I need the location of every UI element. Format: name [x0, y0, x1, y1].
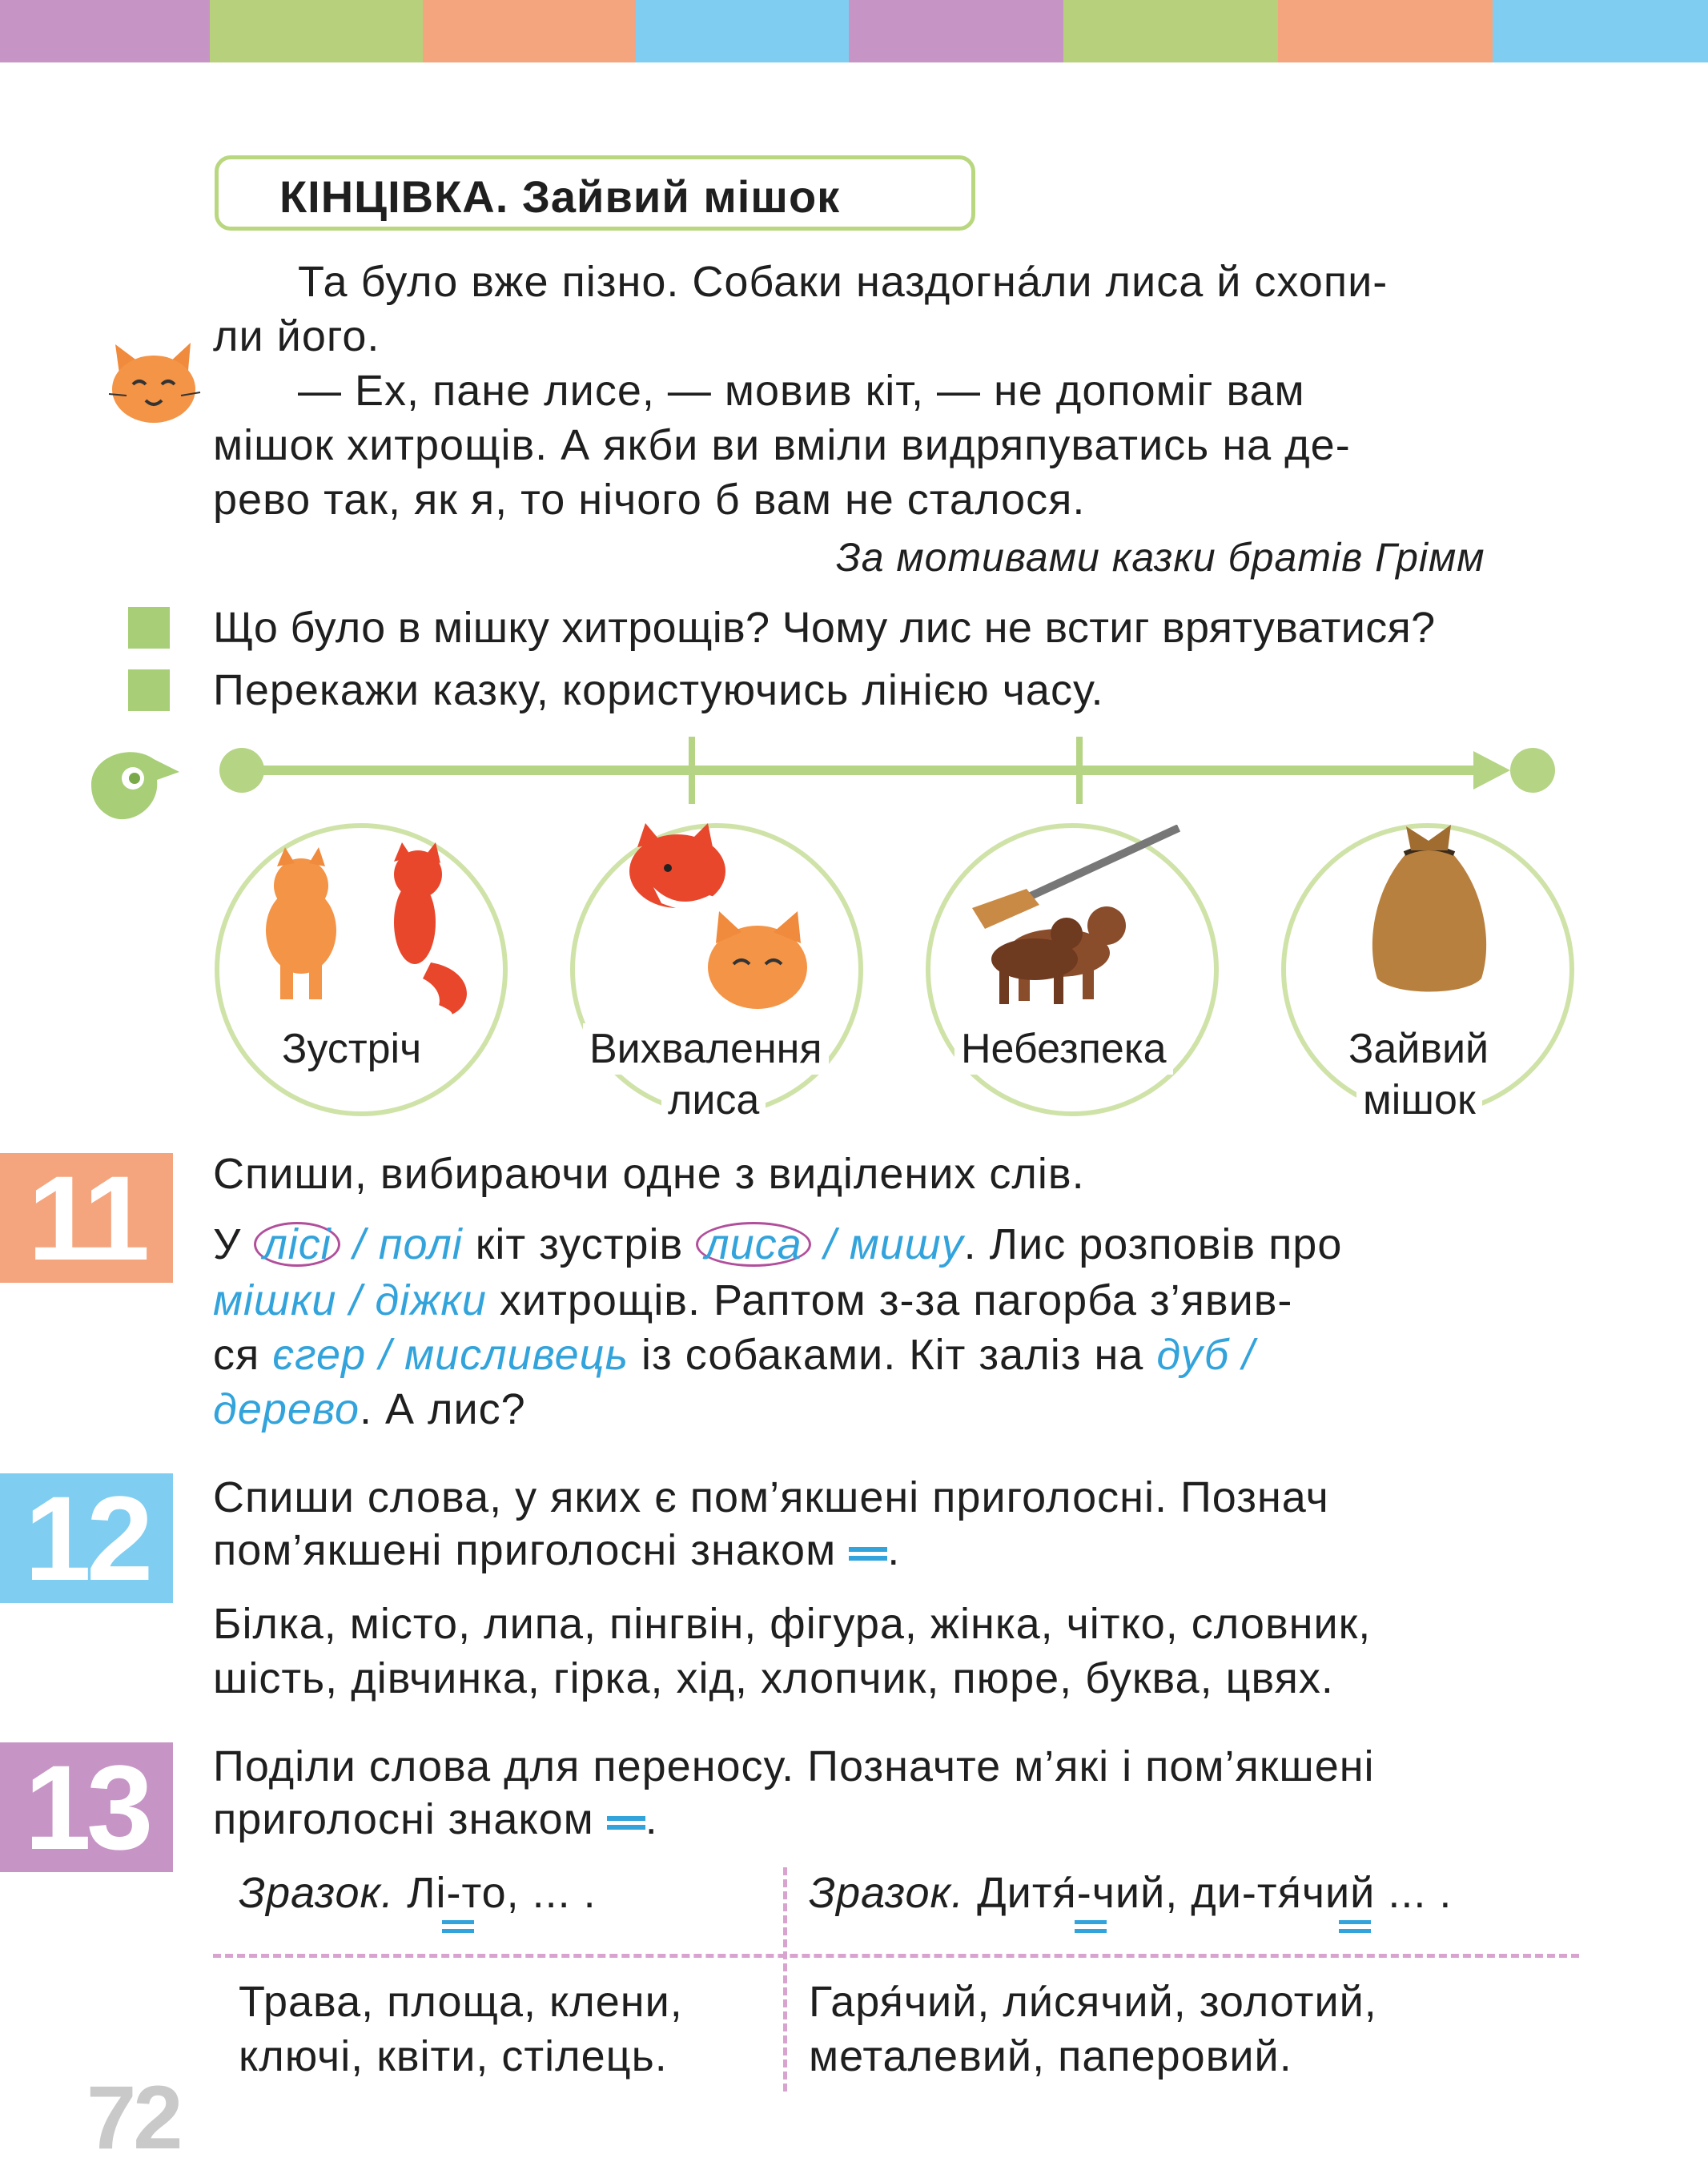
story-line-2: ли його. — [213, 312, 380, 360]
exercise-13-instruction-2 — [213, 1792, 658, 1846]
story-line-3: — Ех, пане лисе, — мовив кіт, — не допоміг вам — [298, 367, 1305, 415]
choice-mishky: мішки — [213, 1276, 337, 1324]
sack-icon — [1361, 818, 1497, 996]
story-attribution: За мотивами казки братів Грімм — [836, 535, 1485, 580]
stripe-7 — [1278, 0, 1493, 62]
choice-lisi: лісі — [254, 1222, 340, 1267]
timeline-label-3: Небезпека — [954, 1023, 1173, 1075]
sample-text: Лі-то, ... . — [407, 1869, 597, 1917]
text-segment: із собаками. Кіт заліз на — [628, 1331, 1157, 1379]
right-sample — [809, 1866, 1452, 1920]
stripe-3 — [423, 0, 636, 62]
choice-lysa: лиса — [696, 1222, 811, 1267]
bird-icon — [83, 740, 183, 830]
separator: / — [340, 1220, 379, 1268]
separator: / — [336, 1276, 376, 1324]
story-line-5: рево так, як я, то нічого б вам не сталося. — [213, 476, 1086, 524]
text-segment: хитрощів. Раптом з-за пагорба з’явив- — [486, 1276, 1293, 1324]
stripe-4 — [636, 0, 849, 62]
separator: / — [810, 1220, 850, 1268]
choice-dub: дуб — [1156, 1331, 1230, 1379]
exercise-11-line-2 — [213, 1273, 1292, 1328]
right-words-1: Гаря́чий, ли́сячий, золотий, — [809, 1978, 1377, 2026]
fox-and-cat-heads-icon — [621, 823, 830, 1015]
table-vertical-divider — [783, 1867, 787, 2092]
section-heading-text: КІНЦІВКА. Зайвий мішок — [279, 171, 841, 222]
choice-dizhky: діжки — [375, 1276, 487, 1324]
instruction-dot: . — [645, 1795, 658, 1843]
right-words-2: металевий, паперовий. — [809, 2032, 1292, 2080]
timeline-label-4-line-2: мішок — [1356, 1075, 1482, 1126]
stripe-1 — [0, 0, 210, 62]
exercise-12-instruction-2 — [213, 1523, 900, 1577]
text-segment: . А лис? — [359, 1385, 526, 1433]
exercise-12-instruction-1: Спиши слова, у яких є пом’якшені приголосні. Познач — [213, 1473, 1329, 1521]
left-words-2: ключі, квіти, стілець. — [239, 2032, 668, 2080]
cat-and-fox-icon — [247, 842, 487, 1027]
story-line-1: Та було вже пізно. Собаки наздогна́ли лиса й схопи- — [298, 258, 1389, 306]
choice-myslyvets: мисливець — [404, 1331, 629, 1379]
timeline-label-2-line-1: Вихвалення — [583, 1023, 829, 1075]
left-sample — [239, 1866, 597, 1920]
choice-derevo: дерево — [213, 1385, 360, 1433]
question-bullet-1 — [128, 607, 170, 649]
timeline-label-2-line-2: лиса — [661, 1075, 766, 1126]
softness-mark-icon — [1075, 1920, 1107, 1935]
exercise-11-line-1 — [213, 1217, 1342, 1272]
softness-mark-icon — [607, 1814, 645, 1830]
softness-mark-icon — [1339, 1920, 1371, 1935]
instruction-dot: . — [887, 1526, 901, 1574]
stripe-5 — [849, 0, 1063, 62]
exercise-13-instruction-1: Поділи слова для переносу. Позначте м’які і пом’якшені — [213, 1742, 1375, 1790]
text-segment: ся — [213, 1331, 273, 1379]
separator: / — [366, 1331, 405, 1379]
sample-text: Дитя́-чий, ди-тя́чий ... . — [977, 1869, 1453, 1917]
choice-yeher: єгер — [272, 1331, 367, 1379]
timeline-label-4-line-1: Зайвий — [1342, 1023, 1495, 1075]
sample-label: Зразок. — [239, 1869, 395, 1917]
choice-poli: полі — [378, 1220, 463, 1268]
question-2: Перекажи казку, користуючись лінією часу. — [213, 666, 1104, 714]
softness-mark-icon — [849, 1545, 887, 1561]
exercise-number-11: 11 — [0, 1153, 173, 1283]
stripe-6 — [1063, 0, 1278, 62]
question-bullet-2 — [128, 669, 170, 711]
question-1: Що було в мішку хитрощів? Чому лис не встиг врятуватися? — [213, 604, 1436, 652]
choice-myshu: мишу — [849, 1220, 964, 1268]
text-segment: У — [213, 1220, 255, 1268]
exercise-12-words-2: шість, дівчинка, гірка, хід, хлопчик, пюре, буква, цвях. — [213, 1654, 1334, 1702]
stripe-2 — [210, 0, 423, 62]
timeline — [216, 737, 1561, 809]
cat-face-icon — [104, 336, 203, 426]
text-segment: кіт зустрів — [462, 1220, 697, 1268]
section-heading — [215, 155, 975, 231]
sample-label: Зразок. — [809, 1869, 965, 1917]
instruction-text: приголосні знаком — [213, 1795, 594, 1843]
table-horizontal-divider — [213, 1954, 1579, 1958]
stripe-8 — [1493, 0, 1708, 62]
exercise-11-line-4 — [213, 1382, 526, 1437]
exercise-11-instruction: Спиши, вибираючи одне з виділених слів. — [213, 1150, 1085, 1198]
exercise-12-words-1: Білка, місто, липа, пінгвін, фігура, жінка, чітко, словник, — [213, 1600, 1372, 1648]
story-line-4: мішок хитрощів. А якби ви вміли видряпуватись на де- — [213, 421, 1351, 469]
separator: / — [1229, 1331, 1256, 1379]
gun-and-dogs-icon — [971, 825, 1187, 1017]
exercise-number-12: 12 — [0, 1473, 173, 1603]
text-segment: . Лис розповів про — [963, 1220, 1343, 1268]
left-words-1: Трава, площа, клени, — [239, 1978, 683, 2026]
page-number: 72 — [86, 2067, 180, 2168]
instruction-text: пом’якшені приголосні знаком — [213, 1526, 837, 1574]
timeline-label-1: Зустріч — [275, 1023, 428, 1075]
exercise-number-13: 13 — [0, 1742, 173, 1872]
softness-mark-icon — [442, 1920, 474, 1935]
exercise-11-line-3 — [213, 1328, 1255, 1382]
